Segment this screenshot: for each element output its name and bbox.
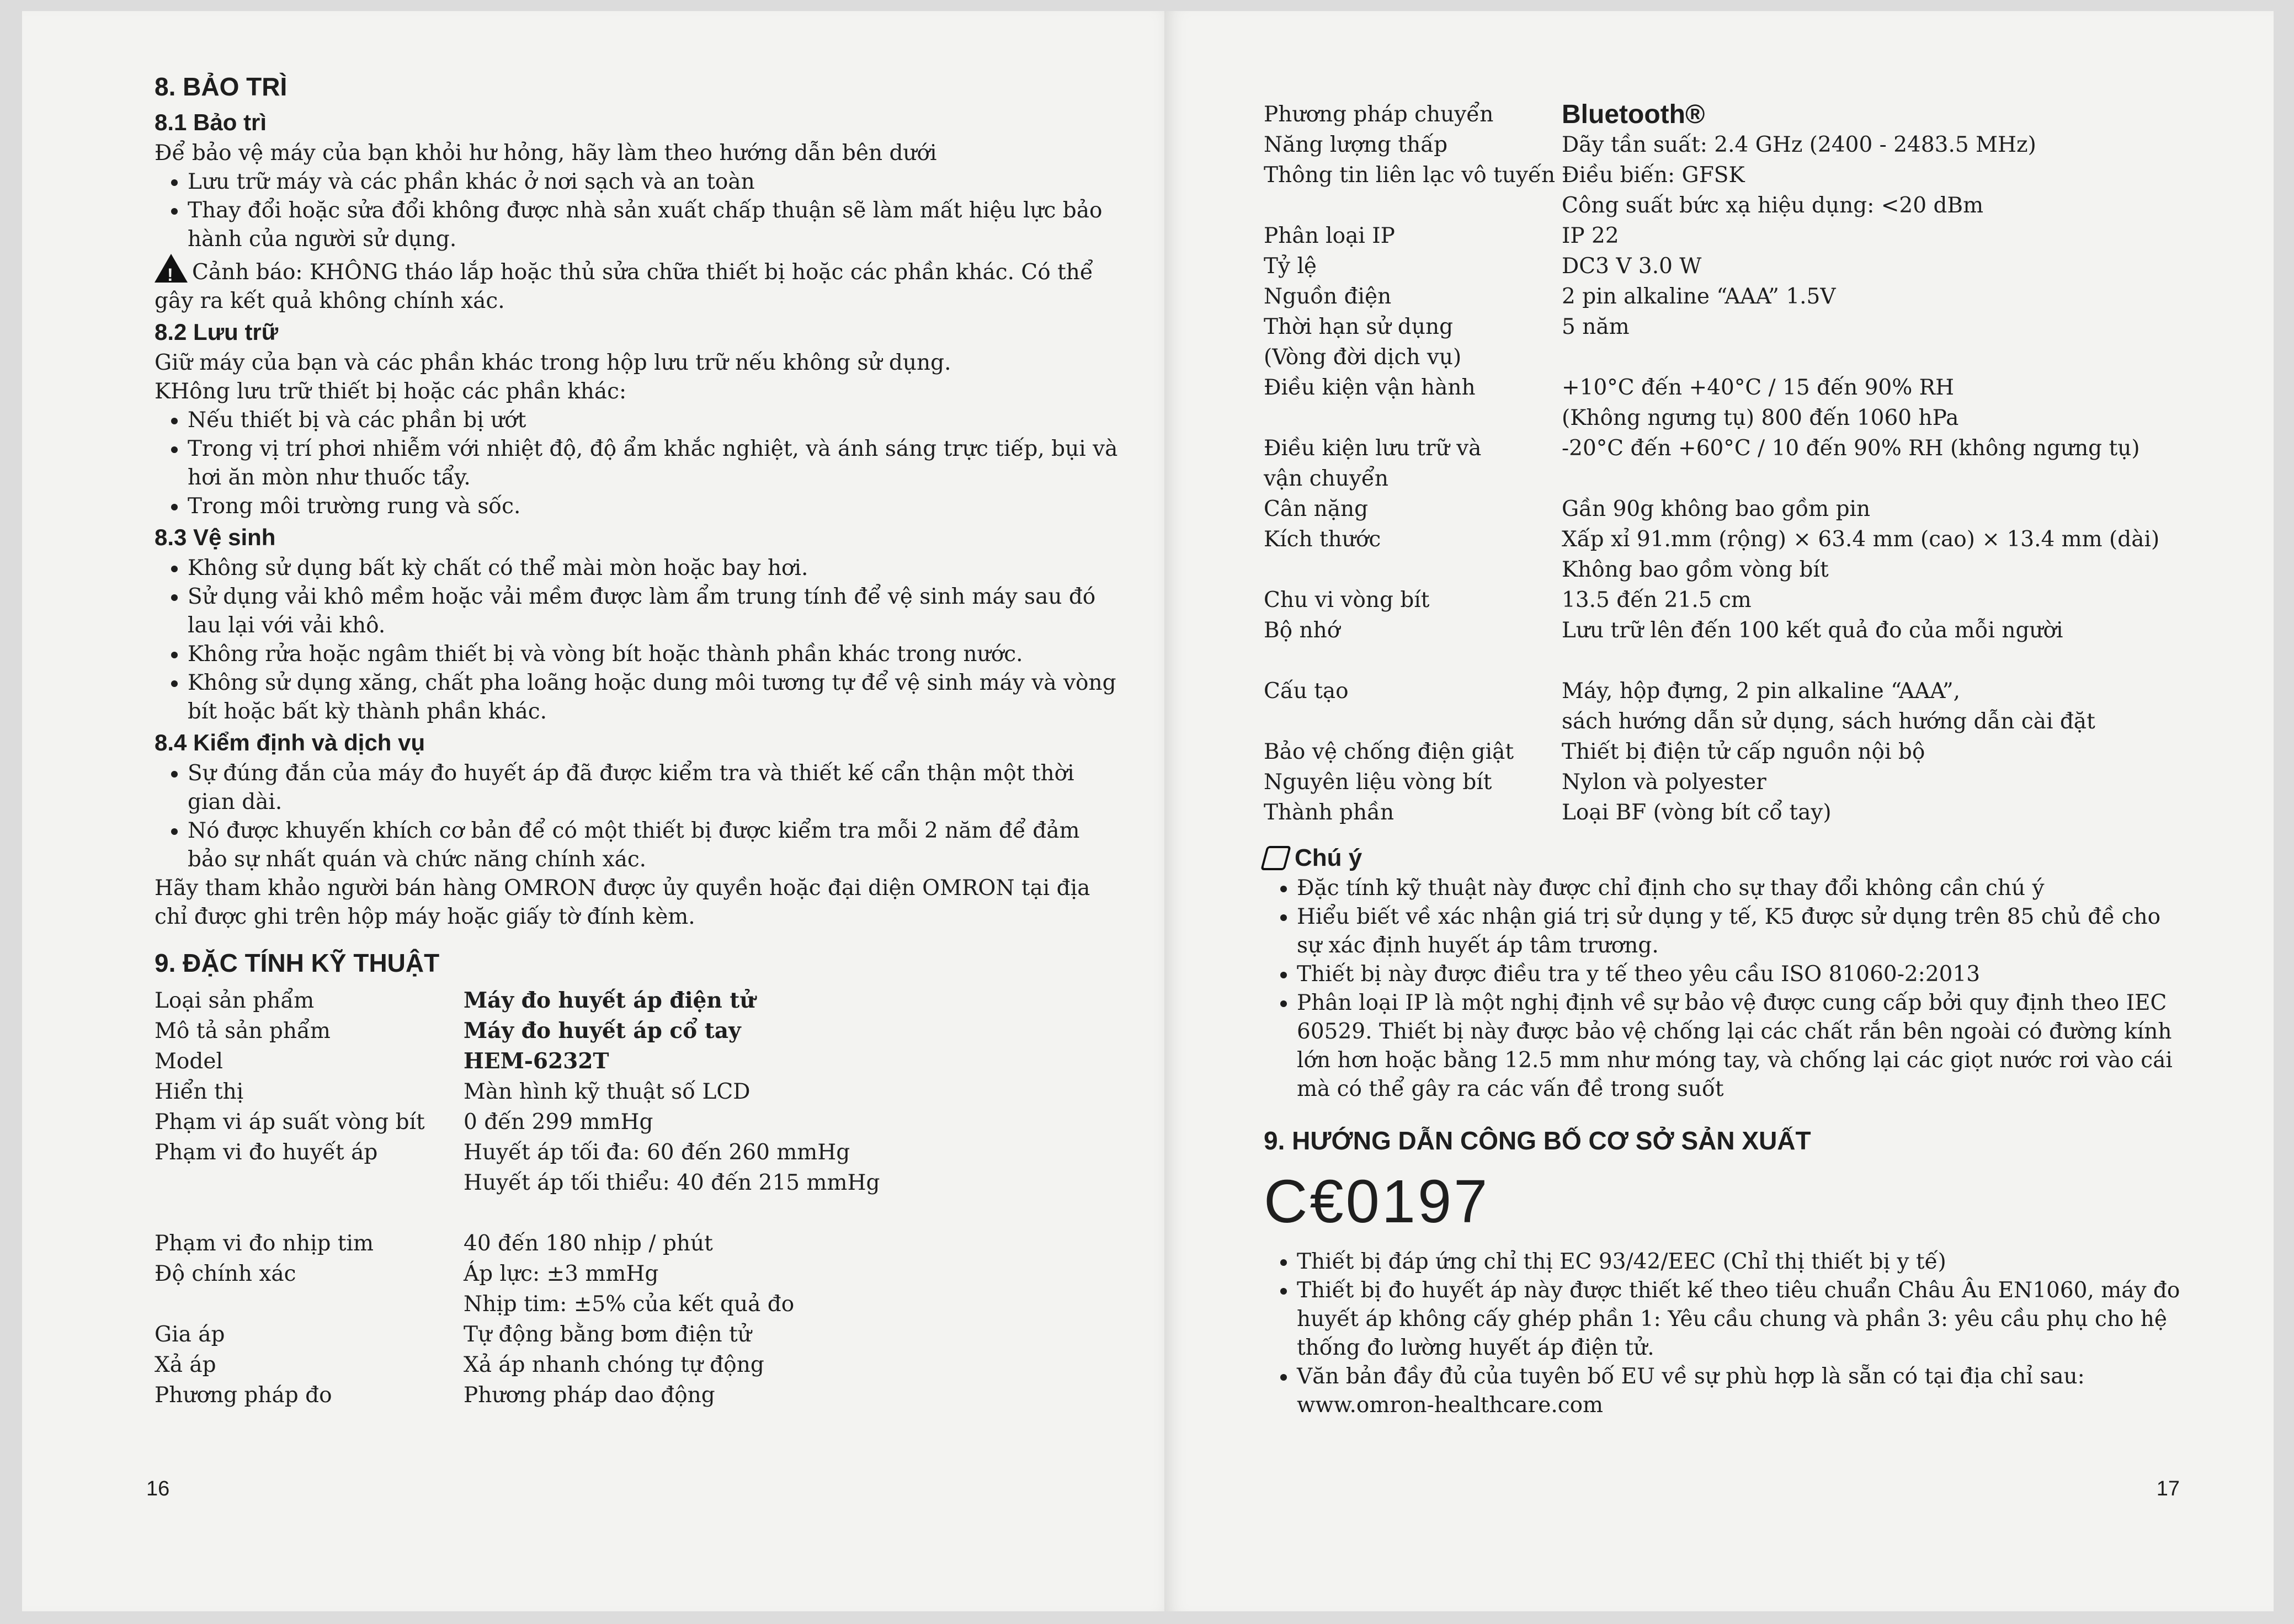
spec-value (1562, 372, 2185, 494)
spec-value (1562, 737, 2185, 828)
spec-value-line: Xấp xỉ 91.mm (rộng) × 63.4 mm (cao) × 13.4 mm (dài) (1562, 527, 2160, 552)
spec-value-line: sách hướng dẫn sử dụng, sách hướng dẫn cài đặt (1562, 709, 2095, 734)
section-8-1-title: 8.1 Bảo trì (155, 109, 267, 135)
section-8-2-paragraph: KHông lưu trữ thiết bị hoặc các phần khác: (155, 379, 627, 404)
warning-triangle-icon (155, 254, 188, 283)
spec-value (1562, 585, 2185, 676)
list-item: • Văn bản đầy đủ của tuyên bố EU về sự phù hợp là sẵn có tại địa chỉ sau: www.omron-healthcare.com (1297, 1362, 2185, 1420)
spec-value-line: DC3 V 3.0 W (1562, 254, 1702, 279)
spec-value-line: 5 năm (1562, 315, 1630, 339)
spec-value-line: Điều biến: GFSK (1562, 163, 1745, 188)
spec-key-line: Nguồn điện (1264, 284, 1392, 309)
right-page (1164, 11, 2274, 1611)
list-item: • Trong vị trí phơi nhiễm với nhiệt độ, độ ẩm khắc nghiệt, và ánh sáng trực tiếp, bụi và hơi ăn mòn như thuốc tẩy. (188, 435, 1126, 492)
spec-key-line: Bộ nhớ (1264, 618, 1340, 643)
section-8-3-title: 8.3 Vệ sinh (155, 524, 276, 550)
spec-key: Model (155, 1049, 223, 1074)
section-8-1-list (155, 168, 1126, 254)
spec-value-line: 0 đến 299 mmHg (464, 1110, 653, 1135)
manufacturer-section-title: 9. HƯỚNG DẪN CÔNG BỐ CƠ SỞ SẢN XUẤT (1264, 1126, 1811, 1155)
spec-key (1264, 372, 1562, 494)
section-8-1-intro: Để bảo vệ máy của bạn khỏi hư hỏng, hãy làm theo hướng dẫn bên dưới (155, 141, 937, 166)
list-item: • Thiết bị đo huyết áp này được thiết kế theo tiêu chuẩn Châu Âu EN1060, máy đo huyết áp không cấy ghép phần 1: Yêu cầu chung và phần 3: yêu cầu phụ cho hệ thống đo lường huyết áp điện tử. (1297, 1276, 2185, 1362)
list-item: • Sự đúng đắn của máy đo huyết áp đã được kiểm tra và thiết kế cẩn thận một thời gian dài. (188, 759, 1126, 817)
spec-value-line: IP 22 (1562, 223, 1619, 248)
spec-value-line: Lưu trữ lên đến 100 kết quả đo của mỗi người (1562, 618, 2063, 643)
list-item: • Hiểu biết về xác nhận giá trị sử dụng y tế, K5 được sử dụng trên 85 chủ đề cho sự xác định huyết áp tâm trương. (1297, 903, 2185, 960)
spec-value-line (1562, 342, 2185, 372)
spec-key: Loại sản phẩm (155, 988, 315, 1013)
spec-key-line: (Vòng đời dịch vụ) (1264, 345, 1462, 370)
spec-value (464, 1016, 1126, 1046)
spec-value (464, 1380, 1126, 1410)
spec-value (1562, 99, 2185, 221)
spec-value-line: Huyết áp tối đa: 60 đến 260 mmHg (464, 1140, 850, 1165)
spec-key-line (1264, 646, 1562, 676)
spec-key: Mô tả sản phẩm (155, 1019, 331, 1043)
list-item: • Nếu thiết bị và các phần bị ướt (188, 406, 1126, 435)
spec-value (464, 1107, 1126, 1137)
section-8-4-title: 8.4 Kiểm định và dịch vụ (155, 730, 425, 755)
spec-value (464, 1046, 1126, 1077)
page-number: 17 (2156, 1477, 2180, 1500)
spec-key: Phạm vi đo nhịp tim (155, 1231, 374, 1256)
spec-table-continued (1264, 99, 2185, 828)
spec-value-line: 40 đến 180 nhịp / phút (464, 1231, 713, 1256)
spec-value (1562, 494, 2185, 585)
section-9-title: 9. ĐẶC TÍNH KỸ THUẬT (155, 949, 440, 977)
spec-value (464, 1259, 1126, 1319)
spec-key-line: Phân loại IP (1264, 223, 1395, 248)
spec-key: Phạm vi áp suất vòng bít (155, 1110, 425, 1135)
list-item: • Thiết bị đáp ứng chỉ thị EC 93/42/EEC (Chỉ thị thiết bị y tế) (1297, 1248, 2185, 1276)
section-8-4-list (155, 759, 1126, 874)
spec-value (464, 1319, 1126, 1350)
spec-key-line: Nguyên liệu vòng bít (1264, 770, 1492, 795)
spec-key (1264, 99, 1562, 221)
spec-value-line: Xả áp nhanh chóng tự động (464, 1353, 764, 1377)
spec-key-line: Năng lượng thấp (1264, 132, 1448, 157)
spec-value-line: Công suất bức xạ hiệu dụng: <20 dBm (1562, 193, 1984, 218)
section-8-3-list (155, 554, 1126, 726)
list-item: • Đặc tính kỹ thuật này được chỉ định cho sự thay đổi không cần chú ý (1297, 874, 2185, 903)
spec-value-line: HEM-6232T (464, 1048, 609, 1074)
list-item: • Thiết bị này được điều tra y tế theo yêu cầu ISO 81060-2:2013 (1297, 960, 2185, 989)
spec-value (1562, 221, 2185, 372)
spec-key-line: Thông tin liên lạc vô tuyến (1264, 163, 1556, 188)
spec-key: Hiển thị (155, 1079, 244, 1104)
spec-key-line: Điều kiện vận hành (1264, 375, 1476, 400)
note-list (1264, 874, 2185, 1104)
spec-value-line: Áp lực: ±3 mmHg (464, 1261, 659, 1286)
spec-value-line: Nhịp tim: ±5% của kết quả đo (464, 1292, 795, 1317)
spec-value-line: Không bao gồm vòng bít (1562, 557, 1829, 582)
spec-key-line: Chu vi vòng bít (1264, 588, 1430, 613)
list-item: • Nó được khuyến khích cơ bản để có một thiết bị được kiểm tra mỗi 2 năm để đảm bảo sự nhất quán và chức năng chính xác. (188, 817, 1126, 874)
spec-key: Xả áp (155, 1353, 216, 1377)
spec-value (464, 1077, 1126, 1107)
spec-value-line: Loại BF (vòng bít cổ tay) (1562, 800, 1832, 825)
warning-text: Cảnh báo: KHÔNG tháo lắp hoặc thủ sửa chữa thiết bị hoặc các phần khác. Có thể gây ra kết quả không chính xác. (155, 260, 1093, 313)
spec-key: Độ chính xác (155, 1261, 296, 1286)
spec-value-line (464, 1198, 1126, 1228)
note-title: Chú ý (1295, 844, 1362, 871)
spec-key-line: Thời hạn sử dụng (1264, 315, 1454, 339)
spec-key-line: Kích thước (1264, 527, 1381, 552)
spec-key (1264, 737, 1562, 828)
spec-value-line: Thiết bị điện tử cấp nguồn nội bộ (1562, 739, 1925, 764)
spec-value-line: Tự động bằng bơm điện tử (464, 1322, 752, 1347)
list-item: • Lưu trữ máy và các phần khác ở nơi sạch và an toàn (188, 168, 1126, 196)
section-8-title: 8. BẢO TRÌ (155, 72, 288, 101)
left-page (22, 11, 1175, 1611)
spec-key-line: Bảo vệ chống điện giật (1264, 739, 1514, 764)
spec-key: Gia áp (155, 1322, 225, 1347)
spec-value (464, 1137, 1126, 1228)
spec-value-line: 13.5 đến 21.5 cm (1562, 588, 1752, 613)
ce-mark: C€0197 (1264, 1168, 1490, 1236)
spec-value-line: Màn hình kỹ thuật số LCD (464, 1079, 751, 1104)
page-number: 16 (146, 1477, 170, 1500)
spec-key-line: vận chuyển (1264, 466, 1389, 491)
spec-key (1264, 676, 1562, 737)
manufacturer-list (1264, 1248, 2185, 1420)
spec-key-line (1264, 403, 1562, 433)
spec-value-line: Nylon và polyester (1562, 770, 1766, 795)
spec-value-line: -20°C đến +60°C / 10 đến 90% RH (không ngưng tụ) (1562, 436, 2140, 461)
spec-key-line: Thành phần (1264, 800, 1395, 825)
list-item: • Sử dụng vải khô mềm hoặc vải mềm được làm ẩm trung tính để vệ sinh máy sau đó lau lại với vải khô. (188, 583, 1126, 640)
spec-value-line: Phương pháp dao động (464, 1383, 715, 1408)
spec-value-line: Máy đo huyết áp cổ tay (464, 1018, 741, 1043)
spec-value-line: Máy đo huyết áp điện tử (464, 988, 755, 1013)
section-8-4-paragraph: Hãy tham khảo người bán hàng OMRON được ủy quyền hoặc đại diện OMRON tại địa chỉ được ghi trên hộp máy hoặc giấy tờ đính kèm. (155, 876, 1090, 929)
list-item: • Thay đổi hoặc sửa đổi không được nhà sản xuất chấp thuận sẽ làm mất hiệu lực bảo hành của người sử dụng. (188, 196, 1126, 254)
section-8-2-title: 8.2 Lưu trữ (155, 319, 279, 345)
spec-value (464, 1228, 1126, 1259)
list-item: • Không rửa hoặc ngâm thiết bị và vòng bít hoặc thành phần khác trong nước. (188, 640, 1126, 669)
spec-key-line (1264, 555, 1562, 585)
spec-value-line: Huyết áp tối thiểu: 40 đến 215 mmHg (464, 1170, 880, 1195)
spec-value-line: Dãy tần suất: 2.4 GHz (2400 - 2483.5 MHz) (1562, 132, 2036, 157)
section-8-2-paragraph: Giữ máy của bạn và các phần khác trong hộp lưu trữ nếu không sử dụng. (155, 350, 951, 375)
spec-key-line: Phương pháp chuyển (1264, 102, 1494, 127)
spec-value (1562, 676, 2185, 737)
spec-key (1264, 494, 1562, 585)
list-item: • Không sử dụng bất kỳ chất có thể mài mòn hoặc bay hơi. (188, 554, 1126, 583)
spec-key-line: Tỷ lệ (1264, 254, 1317, 279)
spec-key-line (1264, 190, 1562, 221)
spec-table (155, 986, 1126, 1410)
note-heading (1264, 844, 2185, 872)
spec-key (1264, 585, 1562, 676)
spec-value-line: Gần 90g không bao gồm pin (1562, 497, 1871, 521)
list-item: • Phân loại IP là một nghị định về sự bảo vệ được cung cấp bởi quy định theo IEC 60529. Thiết bị này được bảo vệ chống lại các chất rắn bên ngoài có đường kính lớn hơn hoặc bằng 12.5 mm như móng tay, và chống lại các giọt nước rơi vào cái mà có thể gây ra các vấn đề trong suốt (1297, 989, 2185, 1104)
bluetooth-label: Bluetooth® (1562, 100, 1705, 129)
spec-value-line: Máy, hộp đựng, 2 pin alkaline “AAA”, (1562, 679, 1961, 704)
section-8-2-list (155, 406, 1126, 521)
spec-key: Phương pháp đo (155, 1383, 332, 1408)
spec-value-line: +10°C đến +40°C / 15 đến 90% RH (1562, 375, 1955, 400)
spec-key-line: Điều kiện lưu trữ và (1264, 436, 1482, 461)
spec-value (464, 986, 1126, 1016)
warning-note (155, 254, 1126, 316)
spec-key: Phạm vi đo huyết áp (155, 1140, 378, 1165)
list-item: • Trong môi trường rung và sốc. (188, 492, 1126, 521)
spec-value-line: (Không ngưng tụ) 800 đến 1060 hPa (1562, 406, 1959, 430)
note-icon (1260, 846, 1291, 870)
spec-value-line: 2 pin alkaline “AAA” 1.5V (1562, 284, 1836, 309)
spec-value-line (1562, 464, 2185, 494)
spec-key-line: Cấu tạo (1264, 679, 1349, 704)
spec-value-line (1562, 646, 2185, 676)
spec-key (1264, 221, 1562, 372)
spec-key-line (1264, 706, 1562, 737)
spec-key-line: Cân nặng (1264, 497, 1369, 521)
list-item: • Không sử dụng xăng, chất pha loãng hoặc dung môi tương tự để vệ sinh máy và vòng bít hoặc bất kỳ thành phần khác. (188, 669, 1126, 726)
spec-value (464, 1350, 1126, 1380)
